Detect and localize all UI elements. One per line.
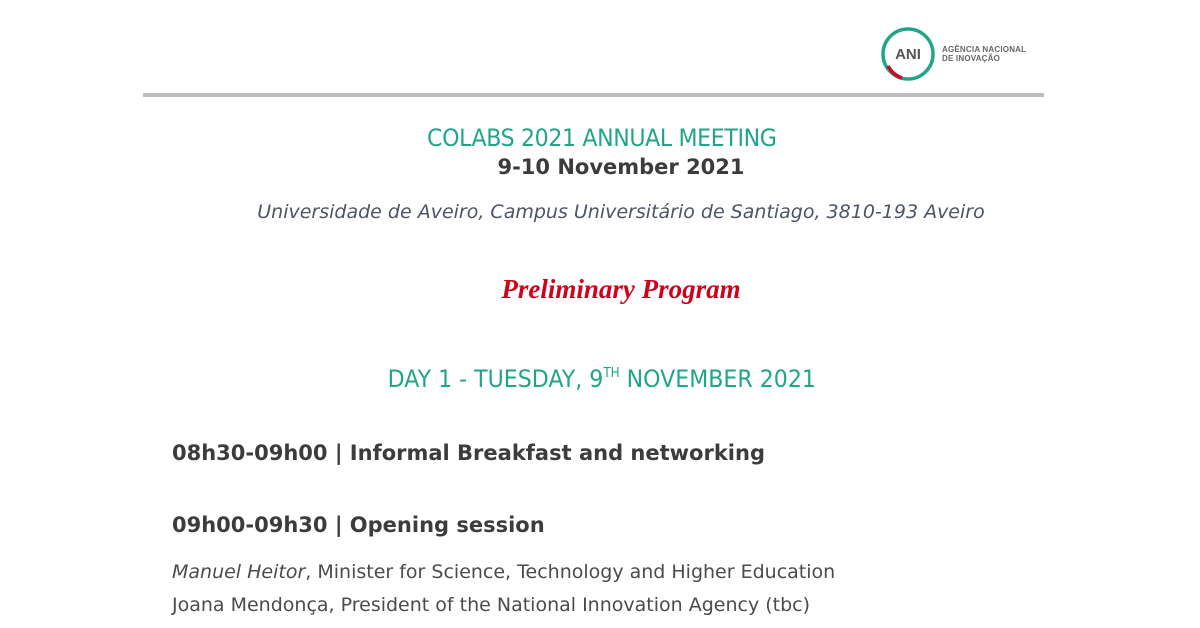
day-heading-suffix: NOVEMBER 2021 xyxy=(619,365,816,393)
day-heading-superscript: TH xyxy=(603,366,620,381)
program-heading: Preliminary Program xyxy=(501,274,741,304)
day-heading xyxy=(50,365,1154,393)
ani-logo-line1: AGÊNCIA NACIONAL xyxy=(942,45,1027,54)
ani-logo-icon xyxy=(880,26,936,82)
speaker-role: Joana Mendonça, President of the National Innovation Agency (tbc) xyxy=(172,594,811,616)
header-divider xyxy=(143,93,1044,97)
ani-logo-wordmark xyxy=(942,45,1026,63)
ani-logo xyxy=(880,26,1040,82)
ani-logo-line2: DE INOVAÇÃO xyxy=(942,54,1001,63)
meeting-dates: 9-10 November 2021 xyxy=(497,155,745,179)
speaker-role: , Minister for Science, Technology and Higher Education xyxy=(305,561,836,583)
speaker-line xyxy=(172,594,810,616)
agenda-item: 09h00-09h30 | Opening session xyxy=(172,513,545,537)
day-heading-prefix: DAY 1 - TUESDAY, 9 xyxy=(387,365,604,393)
speaker-line xyxy=(172,561,835,583)
meeting-title: COLABS 2021 ANNUAL MEETING xyxy=(427,124,777,152)
speaker-name: Manuel Heitor xyxy=(172,561,306,583)
meeting-venue: Universidade de Aveiro, Campus Universitário de Santiago, 3810-193 Aveiro xyxy=(257,201,985,223)
ani-logo-mark-text: ANI xyxy=(895,46,921,63)
agenda-item: 08h30-09h00 | Informal Breakfast and networking xyxy=(172,441,765,465)
